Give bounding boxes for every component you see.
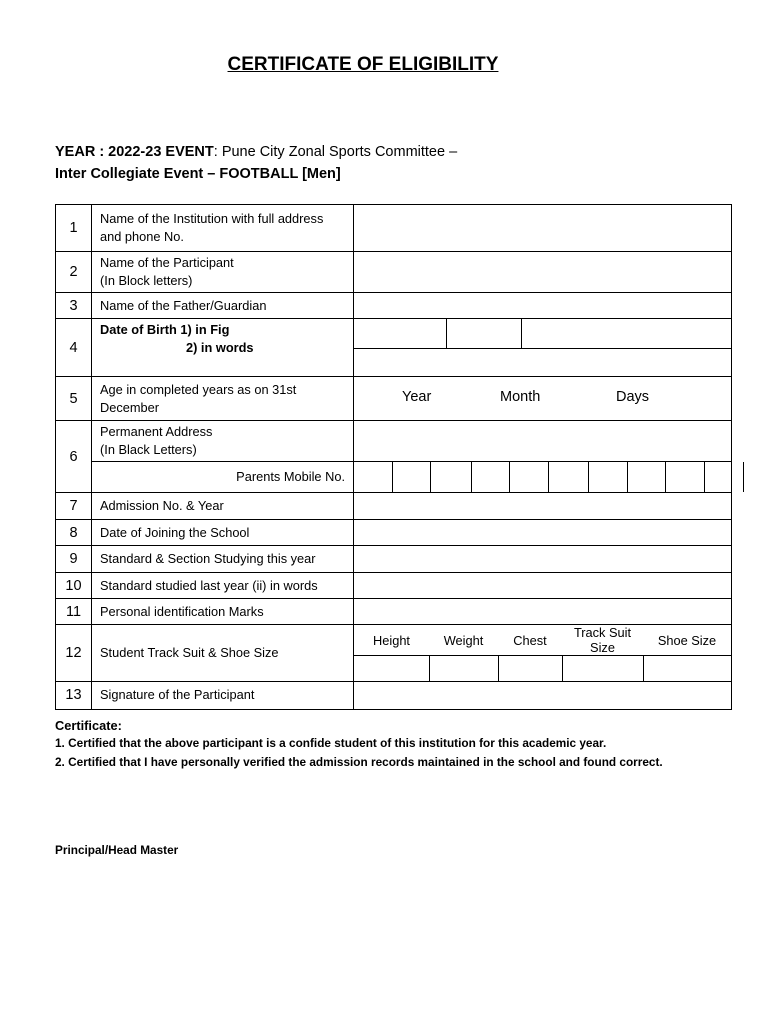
identification-marks-label: Personal identification Marks xyxy=(92,599,354,625)
form-row-3 xyxy=(56,293,732,319)
track-suit-size-header: Track Suit Size xyxy=(573,625,632,655)
row-number: 4 xyxy=(56,319,92,377)
certificate-line-2: 2. Certified that I have personally verified the admission records maintained in the school and found correct. xyxy=(55,755,663,769)
participant-name-label xyxy=(92,252,354,293)
row-number: 10 xyxy=(56,573,92,599)
eligibility-form-table xyxy=(55,204,732,710)
document-title: CERTIFICATE OF ELIGIBILITY xyxy=(227,54,499,75)
weight-field[interactable] xyxy=(429,656,498,681)
weight-header: Weight xyxy=(443,632,484,648)
participant-name-field[interactable] xyxy=(354,252,732,293)
event-organizer: : Pune City Zonal Sports Committee – xyxy=(213,144,458,160)
age-label: Age in completed years as on 31st December xyxy=(92,377,354,421)
certificate-line-1: 1. Certified that the above participant is a confide student of this institution for this academic year. xyxy=(55,736,607,750)
chest-header: Chest xyxy=(513,632,547,648)
row-number: 9 xyxy=(56,546,92,573)
parents-mobile-field xyxy=(354,462,732,493)
dob-label xyxy=(92,319,354,377)
row-number: 12 xyxy=(56,625,92,682)
form-row-7 xyxy=(56,493,732,520)
mobile-digit-box[interactable] xyxy=(588,462,627,492)
form-row-2 xyxy=(56,252,732,293)
joining-date-field[interactable] xyxy=(354,520,732,546)
form-row-1 xyxy=(56,205,732,252)
row-number: 5 xyxy=(56,377,92,421)
principal-signatory: Principal/Head Master xyxy=(55,843,179,857)
form-row-6 xyxy=(56,421,732,462)
form-row-11 xyxy=(56,599,732,625)
mobile-digit-box[interactable] xyxy=(627,462,665,492)
row-number: 8 xyxy=(56,520,92,546)
father-guardian-label: Name of the Father/Guardian xyxy=(92,293,354,319)
form-row-4 xyxy=(56,319,732,377)
year-event-label: YEAR : 2022-23 EVENT xyxy=(55,144,214,160)
track-suit-fields xyxy=(354,625,732,682)
institution-field[interactable] xyxy=(354,205,732,252)
identification-marks-field[interactable] xyxy=(354,599,732,625)
shoe-size-header: Shoe Size xyxy=(657,632,717,648)
admission-label: Admission No. & Year xyxy=(92,493,354,520)
certificate-heading: Certificate: xyxy=(55,718,122,733)
row-number: 7 xyxy=(56,493,92,520)
mobile-digit-box[interactable] xyxy=(548,462,588,492)
mobile-digit-box[interactable] xyxy=(354,462,392,492)
address-field[interactable] xyxy=(354,421,732,462)
track-suit-size-field[interactable] xyxy=(562,656,643,681)
age-year-label: Year xyxy=(402,389,432,405)
current-standard-label: Standard & Section Studying this year xyxy=(92,546,354,573)
mobile-digit-box[interactable] xyxy=(430,462,471,492)
dob-label-line2: 2) in words xyxy=(186,340,254,355)
address-label xyxy=(92,421,354,462)
form-row-10 xyxy=(56,573,732,599)
joining-date-label: Date of Joining the School xyxy=(92,520,354,546)
previous-standard-label: Standard studied last year (ii) in words xyxy=(92,573,354,599)
father-guardian-field[interactable] xyxy=(354,293,732,319)
dob-label-line1: Date of Birth 1) in Fig xyxy=(100,322,230,337)
form-row-12 xyxy=(56,625,732,682)
mobile-digit-box[interactable] xyxy=(471,462,509,492)
dob-fields xyxy=(354,319,732,377)
age-field[interactable] xyxy=(354,377,732,421)
mobile-digit-box[interactable] xyxy=(392,462,430,492)
admission-field[interactable] xyxy=(354,493,732,520)
shoe-size-field[interactable] xyxy=(643,656,731,681)
signature-label: Signature of the Participant xyxy=(92,681,354,709)
row-number: 13 xyxy=(56,681,92,709)
mobile-digit-box[interactable] xyxy=(665,462,704,492)
participant-name-label-line2: (In Block letters) xyxy=(100,273,193,288)
row-number: 2 xyxy=(56,252,92,293)
current-standard-field[interactable] xyxy=(354,546,732,573)
institution-label: Name of the Institution with full address and phone No. xyxy=(92,205,354,252)
address-label-line2: (In Black Letters) xyxy=(100,442,197,457)
row-number: 1 xyxy=(56,205,92,252)
age-days-label: Days xyxy=(616,389,650,405)
form-row-9 xyxy=(56,546,732,573)
dob-day-field[interactable] xyxy=(354,319,446,348)
parents-mobile-label: Parents Mobile No. xyxy=(92,462,354,493)
row-number: 3 xyxy=(56,293,92,319)
dob-month-field[interactable] xyxy=(446,319,521,348)
form-row-13 xyxy=(56,681,732,709)
chest-field[interactable] xyxy=(498,656,562,681)
form-row-6-mobile xyxy=(56,462,732,493)
height-header: Height xyxy=(373,632,410,648)
mobile-digit-box[interactable] xyxy=(704,462,743,492)
event-header-line2: Inter Collegiate Event – FOOTBALL [Men] xyxy=(55,166,341,182)
event-header-line1 xyxy=(55,144,457,160)
height-field[interactable] xyxy=(354,656,429,681)
track-suit-label: Student Track Suit & Shoe Size xyxy=(92,625,354,682)
row-number: 6 xyxy=(56,421,92,493)
dob-year-field[interactable] xyxy=(521,319,731,348)
participant-name-label-line1: Name of the Participant xyxy=(100,255,234,270)
mobile-digit-box[interactable] xyxy=(509,462,548,492)
address-label-line1: Permanent Address xyxy=(100,424,213,439)
previous-standard-field[interactable] xyxy=(354,573,732,599)
signature-field[interactable] xyxy=(354,681,732,709)
dob-words-field[interactable] xyxy=(354,348,731,376)
age-month-label: Month xyxy=(500,389,541,405)
form-row-8 xyxy=(56,520,732,546)
row-number: 11 xyxy=(56,599,92,625)
form-row-5 xyxy=(56,377,732,421)
